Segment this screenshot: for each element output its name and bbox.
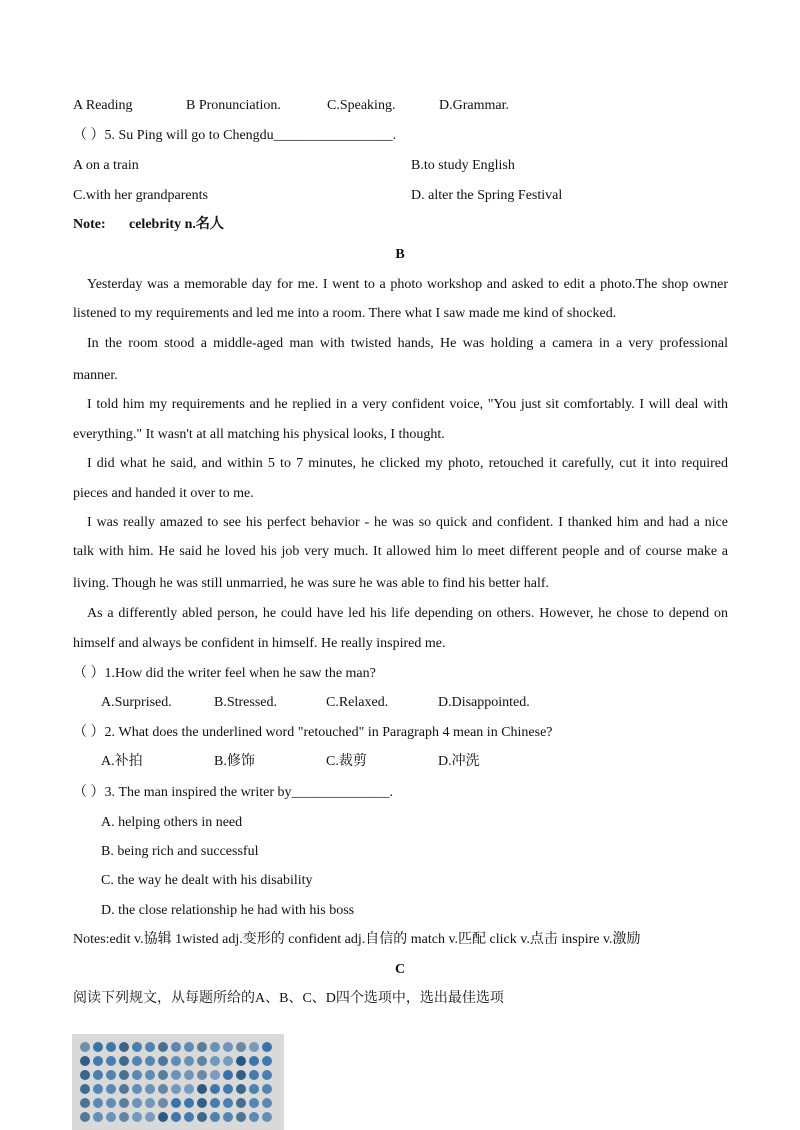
sticker-icon — [93, 1070, 103, 1080]
sticker-icon — [132, 1056, 142, 1066]
sticker-icon — [223, 1070, 233, 1080]
sticker-icon — [80, 1042, 90, 1052]
b-q2-option-c: C.裁剪 — [326, 754, 367, 769]
sticker-icon — [236, 1098, 246, 1108]
sticker-icon — [145, 1098, 155, 1108]
sticker-icon — [262, 1042, 272, 1052]
sticker-icon — [249, 1112, 259, 1122]
sticker-icon — [249, 1098, 259, 1108]
sticker-icon — [262, 1056, 272, 1066]
sticker-icon — [197, 1070, 207, 1080]
note-label: Note: — [73, 217, 106, 232]
b-q1-option-c: C.Relaxed. — [326, 695, 389, 710]
b-notes: Notes:edit v.協辑 1wisted adj.变形的 confident adj.自信的 match v.匹配 click v.点击 inspire v.激励 — [73, 932, 641, 947]
sticker-icon — [132, 1112, 142, 1122]
b-q3-option-c: C. the way he dealt with his disability — [101, 873, 313, 888]
sticker-icon — [80, 1084, 90, 1094]
sticker-icon — [132, 1070, 142, 1080]
sticker-icon — [262, 1084, 272, 1094]
sticker-icon — [106, 1084, 116, 1094]
section-a-note — [73, 216, 728, 234]
b-q3-option-b: B. being rich and successful — [101, 844, 259, 859]
b-q2-option-d: D.冲洗 — [438, 754, 480, 769]
b-q1-stem: （ ）1.How did the writer feel when he saw the man? — [73, 666, 376, 681]
sticker-icon — [197, 1042, 207, 1052]
b-para5-line1: I was really amazed to see his perfect behavior - he was so quick and confident. I thanked him and had a nice — [87, 515, 728, 530]
sticker-icon — [106, 1098, 116, 1108]
b-q2-stem: （ ）2. What does the underlined word "retouched" in Paragraph 4 mean in Chinese? — [73, 725, 553, 740]
sticker-icon — [158, 1070, 168, 1080]
b-para1-line2: listened to my requirements and led me into a room. There what I saw made me kind of shocked. — [73, 306, 617, 321]
b-para2-line2: manner. — [73, 368, 118, 383]
sticker-icon — [171, 1098, 181, 1108]
b-q1-option-d: D.Disappointed. — [438, 695, 530, 710]
sticker-icon — [223, 1042, 233, 1052]
sticker-icon — [93, 1056, 103, 1066]
sticker-icon — [197, 1098, 207, 1108]
section-b-heading: B — [395, 247, 405, 262]
sticker-icon — [158, 1112, 168, 1122]
b-para6-line2: himself and always be confident in himself. He really inspired me. — [73, 636, 446, 651]
q4-options — [73, 97, 728, 115]
sticker-icon — [106, 1070, 116, 1080]
sticker-icon — [158, 1098, 168, 1108]
b-q1-option-a: A.Surprised. — [101, 695, 172, 710]
sticker-icon — [197, 1112, 207, 1122]
sticker-icon — [184, 1056, 194, 1066]
q5-stem: （ ）5. Su Ping will go to Chengdu_________________. — [73, 128, 397, 143]
sticker-icon — [80, 1112, 90, 1122]
q4-option-c: C.Speaking. — [327, 98, 396, 113]
sticker-icon — [80, 1056, 90, 1066]
icon-sheet-photo — [72, 1034, 284, 1130]
b-para5-line3: living. Though he was still unmarried, he was sure he was able to find his better half. — [73, 576, 550, 591]
sticker-icon — [249, 1084, 259, 1094]
q4-option-a: A Reading — [73, 98, 133, 113]
b-q3-option-d: D. the close relationship he had with his boss — [101, 903, 355, 918]
sticker-icon — [132, 1042, 142, 1052]
q5-option-c: C.with her grandparents — [73, 188, 208, 203]
sticker-icon — [249, 1070, 259, 1080]
q5-option-a: A on a train — [73, 158, 139, 173]
sticker-icon — [93, 1098, 103, 1108]
b-para4-line2: pieces and handed it over to me. — [73, 486, 254, 501]
b-para3-line1: I told him my requirements and he replied in a very confident voice, "You just sit comfortably. I will deal with — [87, 397, 728, 412]
b-para5-line2: talk with him. He said he loved his job very much. It allowed him lo meet different people and of course make a — [73, 544, 728, 559]
sticker-icon — [262, 1098, 272, 1108]
sticker-icon — [223, 1098, 233, 1108]
b-q1-options — [73, 694, 756, 712]
sticker-icon — [158, 1084, 168, 1094]
sticker-icon — [93, 1084, 103, 1094]
b-para2-line1: In the room stood a middle-aged man with twisted hands, He was holding a camera in a very professional — [87, 336, 728, 351]
sticker-icon — [236, 1042, 246, 1052]
sticker-icon — [184, 1112, 194, 1122]
sticker-icon — [210, 1042, 220, 1052]
sticker-icon — [80, 1098, 90, 1108]
sticker-icon — [119, 1112, 129, 1122]
sticker-icon — [210, 1070, 220, 1080]
sticker-icon — [249, 1042, 259, 1052]
sticker-icon — [145, 1084, 155, 1094]
sticker-icon — [171, 1042, 181, 1052]
b-q3-option-a: A. helping others in need — [101, 815, 243, 830]
q4-option-d: D.Grammar. — [439, 98, 509, 113]
section-c-heading: C — [394, 962, 406, 977]
sticker-icon — [210, 1112, 220, 1122]
sticker-icon — [171, 1070, 181, 1080]
q5-options-row2 — [73, 187, 728, 205]
sticker-icon — [119, 1098, 129, 1108]
sticker-icon — [184, 1098, 194, 1108]
b-q3-stem: （ ）3. The man inspired the writer by______________. — [73, 785, 394, 800]
sticker-icon — [249, 1056, 259, 1066]
b-para1-line1: Yesterday was a memorable day for me. I went to a photo workshop and asked to edit a photo.The shop owner — [87, 277, 728, 292]
sticker-icon — [106, 1112, 116, 1122]
note-text: celebrity n.名人 — [129, 217, 224, 232]
sticker-icon — [197, 1056, 207, 1066]
sticker-icon — [223, 1056, 233, 1066]
sticker-icon — [262, 1112, 272, 1122]
sticker-icon — [184, 1042, 194, 1052]
sticker-icon — [223, 1084, 233, 1094]
sticker-icon — [197, 1084, 207, 1094]
sticker-icon — [145, 1042, 155, 1052]
sticker-icon — [236, 1056, 246, 1066]
sticker-icon — [210, 1084, 220, 1094]
sticker-icon — [223, 1112, 233, 1122]
sticker-icon — [236, 1084, 246, 1094]
b-para6-line1: As a differently abled person, he could have led his life depending on others. However, he chose to depend on — [87, 606, 728, 621]
sticker-icon — [145, 1070, 155, 1080]
sticker-icon — [145, 1056, 155, 1066]
sticker-icon — [93, 1112, 103, 1122]
b-para3-line2: everything." It wasn't at all matching his physical looks, I thought. — [73, 427, 445, 442]
sticker-icon — [171, 1084, 181, 1094]
sticker-icon — [80, 1070, 90, 1080]
sticker-icon — [171, 1056, 181, 1066]
b-q1-option-b: B.Stressed. — [214, 695, 277, 710]
sticker-icon — [119, 1042, 129, 1052]
sticker-icon — [132, 1084, 142, 1094]
sticker-icon — [210, 1056, 220, 1066]
icon-grid — [79, 1040, 274, 1124]
b-para4-line1: I did what he said, and within 5 to 7 minutes, he clicked my photo, retouched it carefully, cut it into required — [87, 456, 728, 471]
sticker-icon — [210, 1098, 220, 1108]
sticker-icon — [106, 1056, 116, 1066]
sticker-icon — [119, 1084, 129, 1094]
b-q2-options — [73, 753, 756, 771]
b-q2-option-b: B.修饰 — [214, 754, 255, 769]
q5-option-b: B.to study English — [411, 158, 515, 173]
sticker-icon — [158, 1056, 168, 1066]
q5-options-row1 — [73, 157, 728, 175]
b-q2-option-a: A.补拍 — [101, 754, 143, 769]
q4-option-b: B Pronunciation. — [186, 98, 281, 113]
sticker-icon — [171, 1112, 181, 1122]
sticker-icon — [132, 1098, 142, 1108]
sticker-icon — [106, 1042, 116, 1052]
sticker-icon — [145, 1112, 155, 1122]
q5-option-d: D. alter the Spring Festival — [411, 188, 563, 203]
sticker-icon — [262, 1070, 272, 1080]
sticker-icon — [184, 1084, 194, 1094]
sticker-icon — [236, 1070, 246, 1080]
sticker-icon — [119, 1070, 129, 1080]
sticker-icon — [93, 1042, 103, 1052]
sticker-icon — [119, 1056, 129, 1066]
sticker-icon — [184, 1070, 194, 1080]
sticker-icon — [236, 1112, 246, 1122]
section-c-instruction: 阅读下列规文，从每题所给的A、B、C、D四个选项中，选出最佳选项 — [73, 991, 504, 1006]
sticker-icon — [158, 1042, 168, 1052]
